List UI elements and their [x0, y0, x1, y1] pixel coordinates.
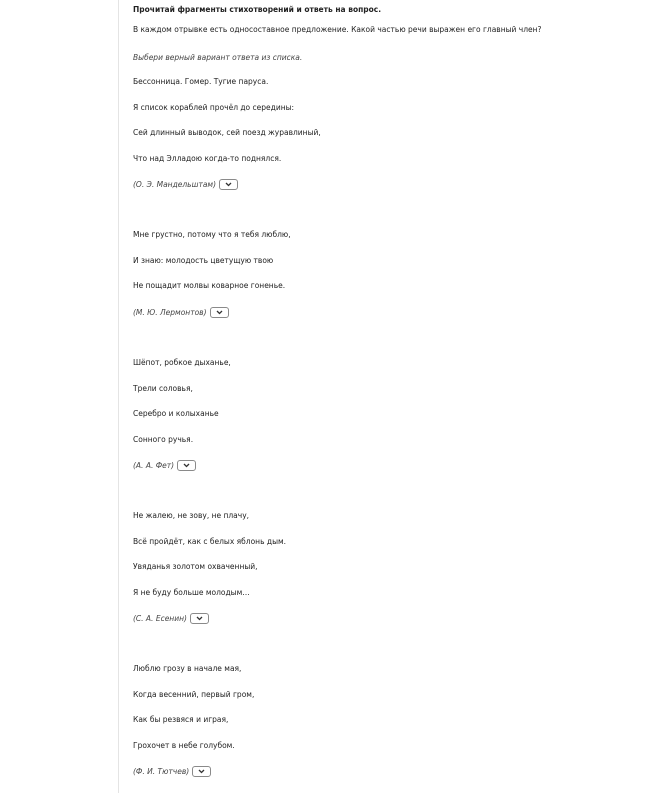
author-row — [133, 458, 196, 472]
poem-line: Я список кораблей прочёл до середины: — [133, 103, 295, 112]
poem-line: Трели соловья, — [133, 384, 193, 393]
poem-line: И знаю: молодость цветущую твою — [133, 256, 274, 265]
poem-line: Всё пройдёт, как с белых яблонь дым. — [133, 537, 287, 546]
author-row — [133, 305, 229, 319]
answer-dropdown[interactable] — [190, 613, 209, 624]
chevron-down-icon — [198, 769, 205, 774]
poem-line: Сей длинный выводок, сей поезд журавлиный, — [133, 128, 321, 137]
poem-line: Что над Элладою когда-то поднялся. — [133, 154, 282, 163]
content-left-border — [118, 0, 119, 793]
chevron-down-icon — [225, 182, 232, 187]
chevron-down-icon — [183, 463, 190, 468]
chevron-down-icon — [216, 310, 223, 315]
poem-author: (А. А. Фет) — [133, 460, 175, 470]
answer-dropdown[interactable] — [177, 460, 196, 471]
author-row — [133, 764, 211, 778]
task-question: В каждом отрывке есть односоставное предложение. Какой частью речи выражен его главный член? — [133, 25, 542, 34]
poem-line: Не пощадит молвы коварное гоненье. — [133, 281, 286, 290]
poem-author: (О. Э. Мандельштам) — [133, 179, 216, 189]
task-instruction: Выбери верный вариант ответа из списка. — [133, 53, 303, 62]
poem-line: Я не буду больше молодым… — [133, 588, 250, 597]
poem-line: Люблю грозу в начале мая, — [133, 664, 242, 673]
task-title: Прочитай фрагменты стихотворений и ответь на вопрос. — [133, 5, 382, 14]
author-row — [133, 611, 209, 625]
answer-dropdown[interactable] — [192, 766, 211, 777]
poem-line: Не жалею, не зову, не плачу, — [133, 511, 250, 520]
answer-dropdown[interactable] — [210, 307, 229, 318]
poem-line: Бессонница. Гомер. Тугие паруса. — [133, 77, 269, 86]
poem-author: (М. Ю. Лермонтов) — [133, 307, 207, 317]
poem-author: (С. А. Есенин) — [133, 613, 187, 623]
poem-line: Грохочет в небе голубом. — [133, 741, 235, 750]
author-row — [133, 177, 238, 191]
poem-line: Увяданья золотом охваченный, — [133, 562, 258, 571]
poem-line: Как бы резвяся и играя, — [133, 715, 229, 724]
poem-line: Когда весенний, первый гром, — [133, 690, 255, 699]
poem-line: Серебро и колыханье — [133, 409, 219, 418]
poem-author: (Ф. И. Тютчев) — [133, 766, 190, 776]
answer-dropdown[interactable] — [219, 179, 238, 190]
poem-line: Мне грустно, потому что я тебя люблю, — [133, 230, 291, 239]
poem-line: Сонного ручья. — [133, 435, 194, 444]
chevron-down-icon — [196, 616, 203, 621]
poem-line: Шёпот, робкое дыханье, — [133, 358, 231, 367]
